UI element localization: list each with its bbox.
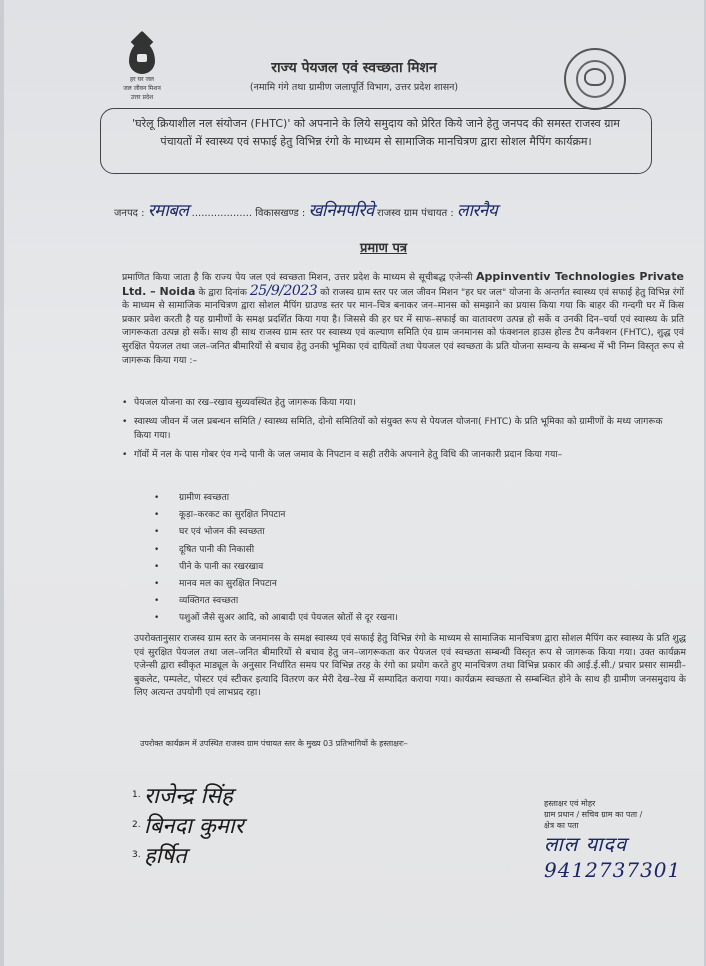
program-title-box: 'घरेलू क्रियाशील नल संयोजन (FHTC)' को अपनाने के लिये समुदाय को प्रेरित किये जाने हेतु जनपद की समस्त राजस्व ग्राम पंचायतों में स्वास्थ्य एवं सफाई हेतु विभिन्न रंगो के माध्यम से सामाजिक मानचित्रण द्वारा सोशल मैपिंग कार्यक्रम। bbox=[100, 108, 652, 174]
signature-text: राजेन्द्र सिंह bbox=[144, 784, 233, 809]
agency-name: Appinventiv Technologies Private Ltd. – Noida bbox=[122, 270, 684, 298]
list-item: • घर एवं भोजन की स्वच्छता bbox=[154, 524, 554, 541]
para1-after: को राजस्व ग्राम स्तर पर जल जीवन मिशन "हर घर जल" योजना के अन्तर्गत स्वास्थ्य एवं सफाई हेतु विभिन्न रंगों के माध्यम से सामाजिक मानचित्रण द्वारा सोशल मैपिंग ग्राउण्ड स्तर पर मान–चित्र बनाकर जन–मानस को समझाने का प्रयास किया गया कि बाहर की गन्दगी घर में किस प्रकार प्रवेश करती है यह ग्रामीणों के समक्ष प्रदर्शित किया गया है। जिससे की हर घर में साफ–सफाई का वातावरण उत्पन्न हो सकें व उनकी दिन–चर्या एवं स्वास्थ्य के प्रति जागरूकता उत्पन्न हो सकें। साथ ही साथ राजस्व ग्राम स्तर पर स्वास्थ्य एवं कल्याण समिति एंव ग्राम जनमानस को फंक्शनल हाउस होल्ड टैप कनैक्शन (FHTC), शुद्ध एवं सुरक्षित पेयजल तथा जल–जनित बीमारियों से बचाव हेतु उनकी भूमिका एवं दायित्वों तथा पेयजल एवं स्वच्छता के प्रति योजना सम्वन्य के सम्बन्ध में भी निम्न विस्तृत रूप से जागरूक किया गया :– bbox=[122, 286, 684, 366]
logo-line-1: हर घर जल bbox=[130, 76, 154, 83]
signature-text: बिनदा कुमार bbox=[144, 814, 244, 839]
certificate-page bbox=[4, 0, 704, 966]
pradhan-phone: 9412737301 bbox=[544, 858, 682, 882]
logo-line-3: उत्तर प्रदेश bbox=[130, 94, 154, 101]
mission-title: राज्य पेयजल एवं स्वच्छता मिशन bbox=[271, 60, 437, 76]
sanitation-list bbox=[154, 490, 554, 628]
list-item: • दूषित पानी की निकासी bbox=[154, 542, 554, 559]
district-label: जनपद : bbox=[114, 208, 145, 219]
signature-number: 2. bbox=[132, 820, 141, 830]
logo-line-2: जल जीवन मिशन bbox=[123, 85, 161, 92]
signature-3 bbox=[132, 840, 392, 870]
signature-text: हर्षित bbox=[144, 844, 187, 869]
block-value: खनिमपरिवे bbox=[308, 201, 374, 221]
signature-number: 3. bbox=[132, 850, 141, 860]
date-value: 25/9/2023 bbox=[249, 282, 318, 299]
signature-number: 1. bbox=[132, 790, 141, 800]
sign-stamp-label: हस्ताक्षर एवं मोहर bbox=[544, 799, 596, 808]
list-item: • कूड़ा–करकट का सुरक्षित निपटान bbox=[154, 507, 554, 524]
participant-signatures bbox=[132, 780, 392, 870]
emblem-fish-icon bbox=[584, 68, 606, 86]
list-item: • मानव मल का सुरक्षित निपटान bbox=[154, 576, 554, 593]
pradhan-signature-block bbox=[544, 798, 694, 883]
list-item: • ग्रामीण स्वच्छता bbox=[154, 490, 554, 507]
block-label: विकासखण्ड : bbox=[255, 208, 306, 219]
date-label: के द्वारा दिनांक bbox=[198, 286, 247, 298]
mission-subtitle: (नमामि गंगे तथा ग्रामीण जलापूर्ति विभाग, उत्तर प्रदेश शासन) bbox=[249, 82, 459, 93]
para1-before: प्रमाणित किया जाता है कि राज्य पेय जल एवं स्वच्छता मिशन, उत्तर प्रदेश के माध्यम से सूचीबद्ध एजेन्सी bbox=[122, 272, 473, 283]
panchayat-label: राजस्व ग्राम पंचायत : bbox=[377, 208, 454, 219]
bullet-item: • पेयजल योजना का रख–रखाव सुव्यवस्थित हेतु जागरूक किया गया। bbox=[122, 396, 682, 410]
list-item: • पीने के पानी का रखरखाव bbox=[154, 559, 554, 576]
up-emblem-icon bbox=[564, 48, 626, 110]
list-item: • व्यक्तिगत स्वच्छता bbox=[154, 593, 554, 610]
list-item: • पशुओं जैसे सुअर आदि, को आबादी एवं पेयजल स्रोतों से दूर रखना। bbox=[154, 610, 554, 627]
area-address-label: क्षेत्र का पता bbox=[544, 821, 579, 830]
certificate-paragraph-1 bbox=[122, 270, 684, 367]
signature-1 bbox=[132, 780, 392, 810]
signature-2 bbox=[132, 810, 392, 840]
district-value: रमाबल bbox=[147, 201, 189, 221]
bullet-item: • स्वास्थ्य जीवन में जल प्रबन्धन समिति / स्वास्थ्य समिति, दोनो समितियों को संयुक्त रूप से पेयजल योजना( FHTC) के प्रति भूमिका को ग्रामीणों के मध्य जागरूक किया गया। bbox=[122, 415, 682, 443]
bullet-item: • गॉवों में नल के पास गोबर एंव गन्दे पानी के जल जमाव के निपटान व सही तरीके अपनाने हेतु विधि की जानकारी प्रदान किया गया– bbox=[122, 448, 682, 462]
certificate-title: प्रमाण पत्र bbox=[360, 241, 408, 256]
certificate-paragraph-2: उपरोक्तानुसार राजस्व ग्राम स्तर के जनमानस के समक्ष स्वास्थ्य एवं सफाई हेतु विभिन्न रंगो के माध्यम से सामाजिक मानचित्रण द्वारा सोशल मैपिंग कर स्वास्थ्य के प्रति शुद्ध एवं सुरक्षित पेयजल तथा जल–जनित बीमारियों से बचाव हेतु जन–जागरूकता कर पेयजल एवं स्वच्छता सम्बन्धी विस्तृत रूप से जागरूक किया गया। उक्त कार्यक्रम एजेन्सी द्वारा स्वीकृत माड्यूल के अनुसार निर्धारित समय पर विभिन्न तरह के रंगो का प्रयोग करते हुए मानचित्रण तथा विभिन्न प्रकार की आई.ई.सी./ प्रचार प्रसार सामग्री–बुकलेट, पम्पलेट, पोस्टर एवं स्टीकर इत्यादि वितरण कर मेरी देख–रेख में सम्पादित कराया गया। कार्यक्रम स्वच्छता से सम्बन्धित होने के साथ ही ग्रामीण जनसमुदाय के लिए अत्यन्त उपयोगी एवं लाभप्रद रहा। bbox=[134, 633, 686, 699]
location-fields bbox=[114, 198, 674, 221]
dots-1: ................... bbox=[191, 208, 253, 219]
awareness-bullets bbox=[122, 396, 682, 467]
pradhan-name: लाल यादव bbox=[544, 832, 628, 856]
panchayat-value: लारनैय bbox=[457, 201, 498, 221]
signature-intro: उपरोक्त कार्यक्रम में उपस्थित राजस्व ग्राम पंचायत स्तर के मुख्य 03 प्रतिभागियों के हस्ताक्षरः– bbox=[140, 739, 408, 748]
pradhan-address-label: ग्राम प्रधान / सचिव ग्राम का पता / bbox=[544, 810, 643, 819]
